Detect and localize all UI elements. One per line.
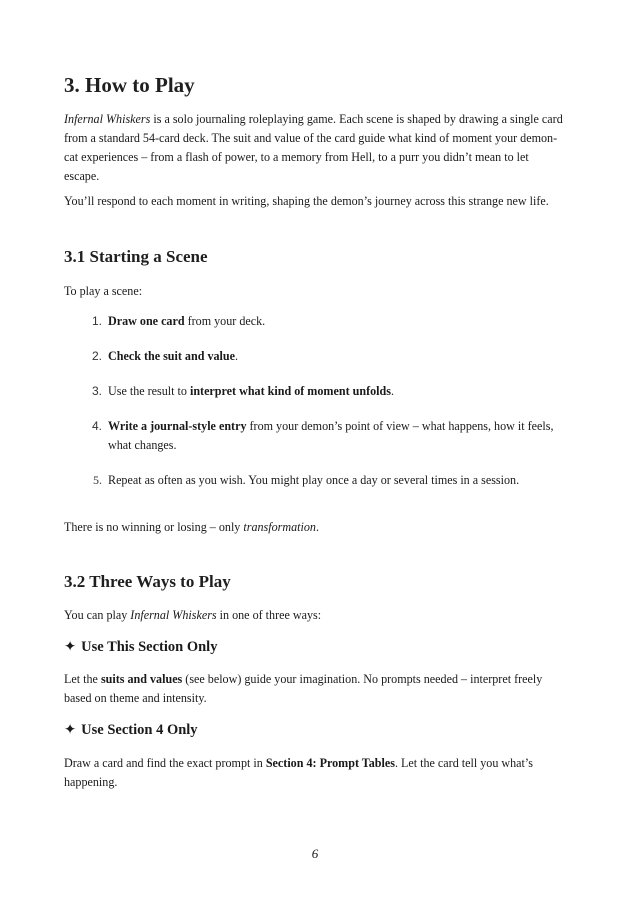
step-bold: interpret what kind of moment unfolds (189, 384, 391, 398)
list-item (64, 347, 564, 366)
closing-end: . (315, 520, 319, 534)
section-3-2-heading: 3.2 Three Ways to Play (64, 572, 231, 591)
intro-paragraph (64, 110, 564, 186)
step-text: . (235, 349, 239, 363)
step-number: 2. (91, 349, 102, 363)
list-item (64, 382, 564, 401)
closing-text: There is no winning or losing – only (64, 520, 244, 534)
ways-lead (64, 606, 564, 625)
step-bold: Write a journal-style entry (108, 419, 247, 433)
option-2-paragraph (64, 754, 564, 792)
game-title: Infernal Whiskers (130, 608, 217, 622)
option-2-heading (64, 722, 198, 739)
list-item (64, 471, 564, 490)
option-2-title: Use Section 4 Only (81, 722, 198, 738)
option-2-rest: . Let the card tell you what’s happening. (64, 756, 533, 789)
ways-lead-end: in one of three ways: (216, 608, 322, 622)
section-3-1-heading: 3.1 Starting a Scene (64, 247, 208, 266)
game-title: Infernal Whiskers (64, 112, 151, 126)
step-text: Use the result to (108, 384, 190, 398)
step-number: 3. (91, 384, 102, 398)
step-bold: Draw one card (108, 314, 185, 328)
scene-lead: To play a scene: (64, 284, 143, 298)
step-text: from your deck. (184, 314, 266, 328)
option-1-text: Let the (64, 672, 101, 686)
step-number: 4. (91, 419, 102, 433)
option-1-paragraph (64, 670, 564, 708)
option-1-bold: suits and values (100, 672, 183, 686)
section-3-heading: 3. How to Play (64, 73, 195, 97)
star-icon: ✦ (64, 722, 77, 738)
option-1-rest: (see below) guide your imagination. No prompts needed – interpret freely based on theme and intensity. (64, 672, 543, 705)
step-text: from your demon’s point of view – what happens, how it feels, what changes. (108, 419, 554, 452)
option-1-heading (64, 639, 217, 656)
closing-paragraph (64, 518, 564, 537)
list-item (64, 417, 564, 455)
step-text: . (390, 384, 395, 398)
star-icon: ✦ (64, 639, 77, 655)
step-text: Repeat as often as you wish. You might play once a day or several times in a session. (108, 473, 520, 487)
option-1-title: Use This Section Only (81, 639, 218, 655)
page-number: 6 (311, 846, 319, 861)
scene-steps-list (64, 312, 564, 490)
step-bold: Check the suit and value (108, 349, 236, 363)
ways-lead-text: You can play (64, 608, 131, 622)
option-2-text: Draw a card and find the exact prompt in (64, 756, 266, 770)
respond-paragraph: You’ll respond to each moment in writing, shaping the demon’s journey across this strange new life. (64, 194, 549, 208)
option-2-bold: Section 4: Prompt Tables (265, 756, 395, 770)
intro-text: is a solo journaling roleplaying game. Each scene is shaped by drawing a single card from a standard 54-card deck. The suit and value of the card guide what kind of moment your demon-cat experiences – from a flash of power, to a memory from Hell, to a purr you didn’t mean to let escape. (64, 112, 563, 183)
list-item (64, 312, 564, 331)
step-number: 1. (91, 314, 102, 328)
step-number: 5. (93, 473, 102, 487)
transformation-word: transformation (243, 520, 316, 534)
